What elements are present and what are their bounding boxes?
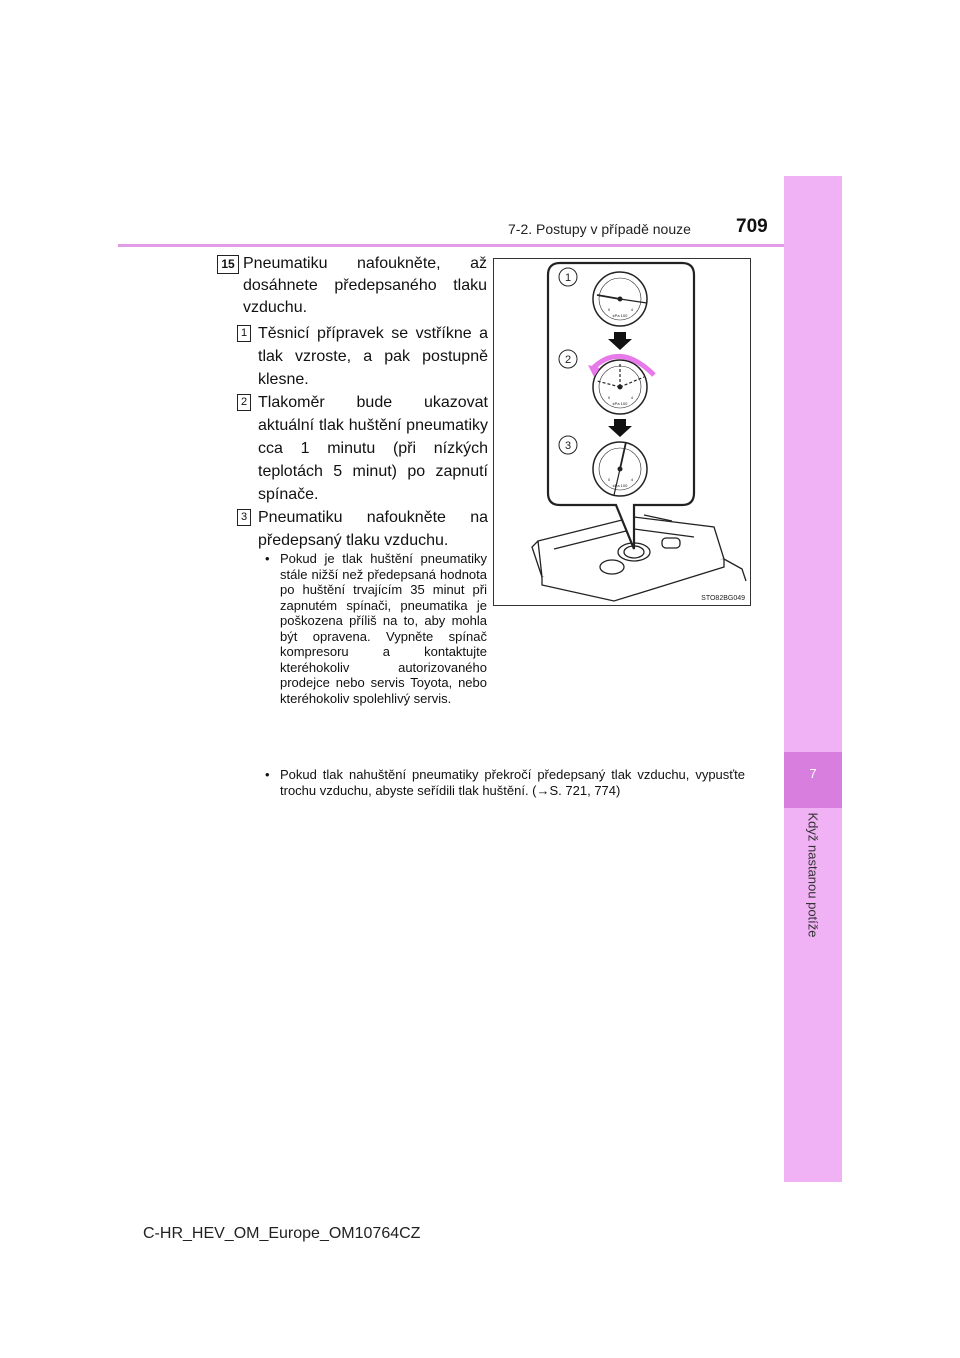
step-text: Pneumatiku nafoukněte, až dosáhnete předepsaného tlaku vzduchu. xyxy=(243,255,487,316)
gauge-figure xyxy=(493,258,751,606)
step-badge: 15 xyxy=(217,255,239,274)
substep-badge-3: 3 xyxy=(237,509,251,526)
compressor-illustration xyxy=(532,515,746,601)
gauge-3-tick-4: 4 xyxy=(630,477,634,482)
page-number: 709 xyxy=(736,216,768,237)
figure-code: STO82BG049 xyxy=(701,595,745,602)
gauge-3-tick-0: 0 xyxy=(607,477,611,482)
figure-illustration xyxy=(494,259,750,605)
header-rule xyxy=(118,244,784,247)
substep-text-1: Těsnicí přípravek se vstříkne a tlak vzroste, a pak postupně klesne. xyxy=(258,325,488,388)
section-title: 7-2. Postupy v případě nouze xyxy=(508,221,691,237)
chapter-number: 7 xyxy=(809,766,817,781)
gauge-1-unit: kPa 100 xyxy=(612,313,628,318)
gauge-2-tick-4: 4 xyxy=(630,395,634,400)
callout-number-3: 3 xyxy=(564,440,572,452)
callout-number-1: 1 xyxy=(564,272,572,284)
chapter-side-tab xyxy=(784,176,842,1182)
bullet-1: • xyxy=(265,551,270,566)
substep-badge-2: 2 xyxy=(237,394,251,411)
note-2: Pokud tlak nahuštění pneumatiky překročí předepsaný tlak vzduchu, vypusťte trochu vzduchu, abyste seřídili tlak huštění. (→S. 721, 774) xyxy=(280,767,745,798)
substep-text-3: Pneumatiku nafoukněte na předepsaný tlaku vzduchu. xyxy=(258,509,488,549)
document-id: C-HR_HEV_OM_Europe_OM10764CZ xyxy=(143,1225,421,1242)
chapter-title: Když nastanou potíže xyxy=(805,812,821,938)
gauge-1-tick-0: 0 xyxy=(607,307,611,312)
substep-text-2: Tlakoměr bude ukazovat aktuální tlak huštění pneumatiky cca 1 minutu (při nízkých teplotách 5 minut) po zapnutí spínače. xyxy=(258,394,488,503)
bullet-2: • xyxy=(265,767,270,782)
callout-number-2: 2 xyxy=(564,354,572,366)
gauge-2-unit: kPa 100 xyxy=(612,401,628,406)
substep-badge-1: 1 xyxy=(237,325,251,342)
gauge-1-tick-4: 4 xyxy=(630,307,634,312)
gauge-2-tick-0: 0 xyxy=(607,395,611,400)
gauge-3-unit: kPa 100 xyxy=(612,483,628,488)
note-1: Pokud je tlak huštění pneumatiky stále nižší než předepsaná hodnota po huštění trvajícím 35 minut při zapnutém spínači, pneumatika je poškozena příliš na to, aby mohla být opravena. Vypněte spínač kompresoru a kontaktujte kteréhokoliv autorizovaného prodejce nebo servis Toyota, nebo kteréhokoliv spolehlivý servis. xyxy=(280,551,487,706)
